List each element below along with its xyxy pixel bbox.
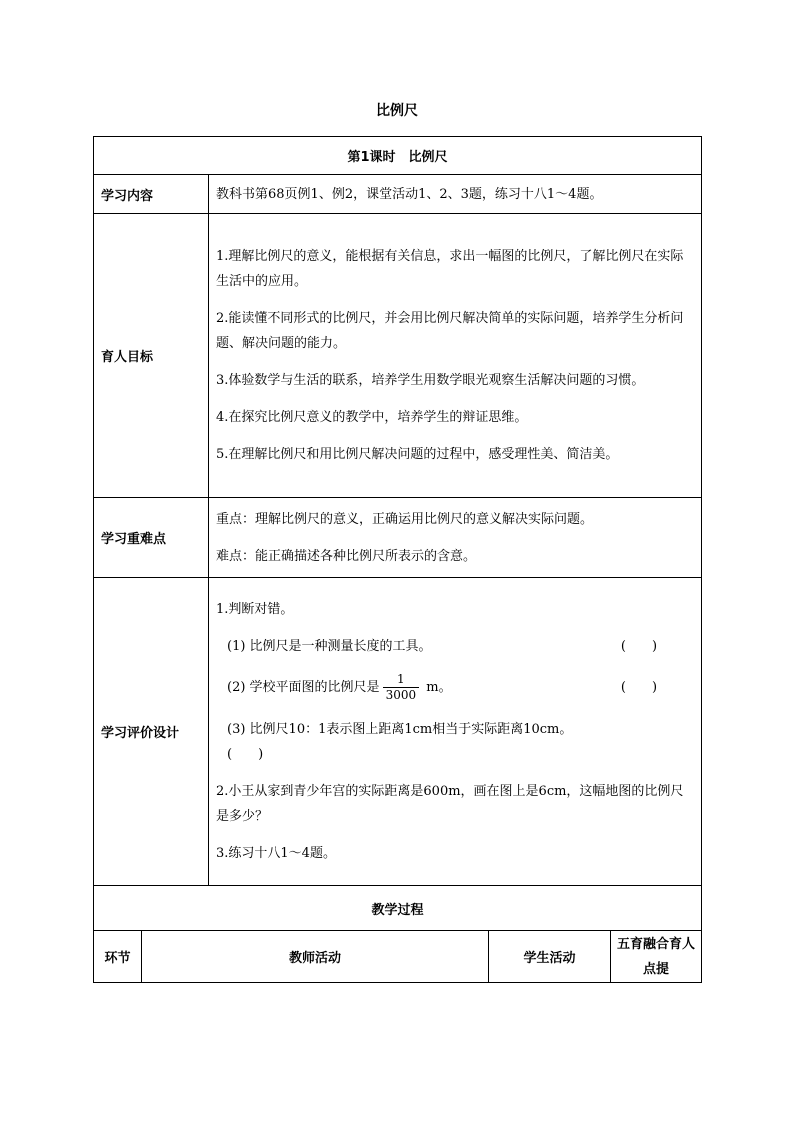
process-header-row [94, 931, 702, 983]
process-title: 教学过程 [94, 886, 702, 931]
goal-item: 2.能读懂不同形式的比例尺，并会用比例尺解决简单的实际问题，培养学生分析问题、解决问题的能力。 [216, 311, 684, 351]
lesson-title-row [94, 137, 702, 175]
hard-point: 难点：能正确描述各种比例尺所表示的含意。 [216, 548, 477, 564]
answer-bracket: ( ) [620, 680, 658, 695]
scale-fraction [383, 672, 420, 703]
goals-content [209, 214, 702, 498]
answer-bracket: ( ) [227, 747, 264, 762]
process-title-row [94, 886, 702, 931]
q3-text: 3.练习十八1～4题。 [216, 846, 336, 861]
goal-item: 1.理解比例尺的意义，能根据有关信息，求出一幅图的比例尺，了解比例尺在实际生活中的应用。 [216, 249, 684, 289]
q2-text: 2.小王从家到青少年宫的实际距离是600m，画在图上是6cm，这幅地图的比例尺是多少？ [216, 784, 684, 824]
q1-2-suffix: m。 [422, 680, 452, 695]
difficulty-content [209, 498, 702, 578]
difficulty-row [94, 498, 702, 578]
lesson-plan-table [93, 136, 702, 983]
assessment-row [94, 578, 702, 886]
fraction-denominator: 3000 [385, 688, 417, 702]
q1-title: 1.判断对错。 [216, 602, 294, 617]
key-point: 重点：理解比例尺的意义，正确运用比例尺的意义解决实际问题。 [216, 511, 594, 527]
q1-1 [216, 634, 695, 659]
col-teacher: 教师活动 [142, 931, 489, 983]
goals-row [94, 214, 702, 498]
fraction-numerator: 1 [383, 672, 420, 688]
lesson-title: 第1课时 比例尺 [94, 137, 702, 175]
answer-bracket: ( ) [620, 639, 658, 654]
goals-label: 育人目标 [94, 214, 209, 498]
document-title: 比例尺 [376, 103, 418, 119]
difficulty-label: 学习重难点 [94, 498, 209, 578]
col-stage: 环节 [94, 931, 142, 983]
assessment-label: 学习评价设计 [94, 578, 209, 886]
col-student: 学生活动 [489, 931, 611, 983]
content-label: 学习内容 [94, 175, 209, 214]
q1-1-text: (1) 比例尺是一种测量长度的工具。 [227, 639, 432, 654]
content-text: 教科书第68页例1、例2，课堂活动1、2、3题，练习十八1～4题。 [209, 175, 702, 214]
assessment-content [209, 578, 702, 886]
q1-3-text: (3) 比例尺10：1表示图上距离1cm相当于实际距离10cm。 [227, 722, 573, 737]
col-notes: 五育融合育人点提 [611, 931, 702, 983]
q1-3 [216, 717, 695, 767]
goal-item: 3.体验数学与生活的联系，培养学生用数学眼光观察生活解决问题的习惯。 [216, 373, 645, 388]
goal-item: 4.在探究比例尺意义的教学中，培养学生的辩证思维。 [216, 410, 528, 425]
q1-2-prefix: (2) 学校平面图的比例尺是 [227, 680, 380, 695]
goal-item: 5.在理解比例尺和用比例尺解决问题的过程中，感受理性美、简洁美。 [216, 447, 619, 462]
q1-2 [216, 671, 695, 705]
content-row [94, 175, 702, 214]
